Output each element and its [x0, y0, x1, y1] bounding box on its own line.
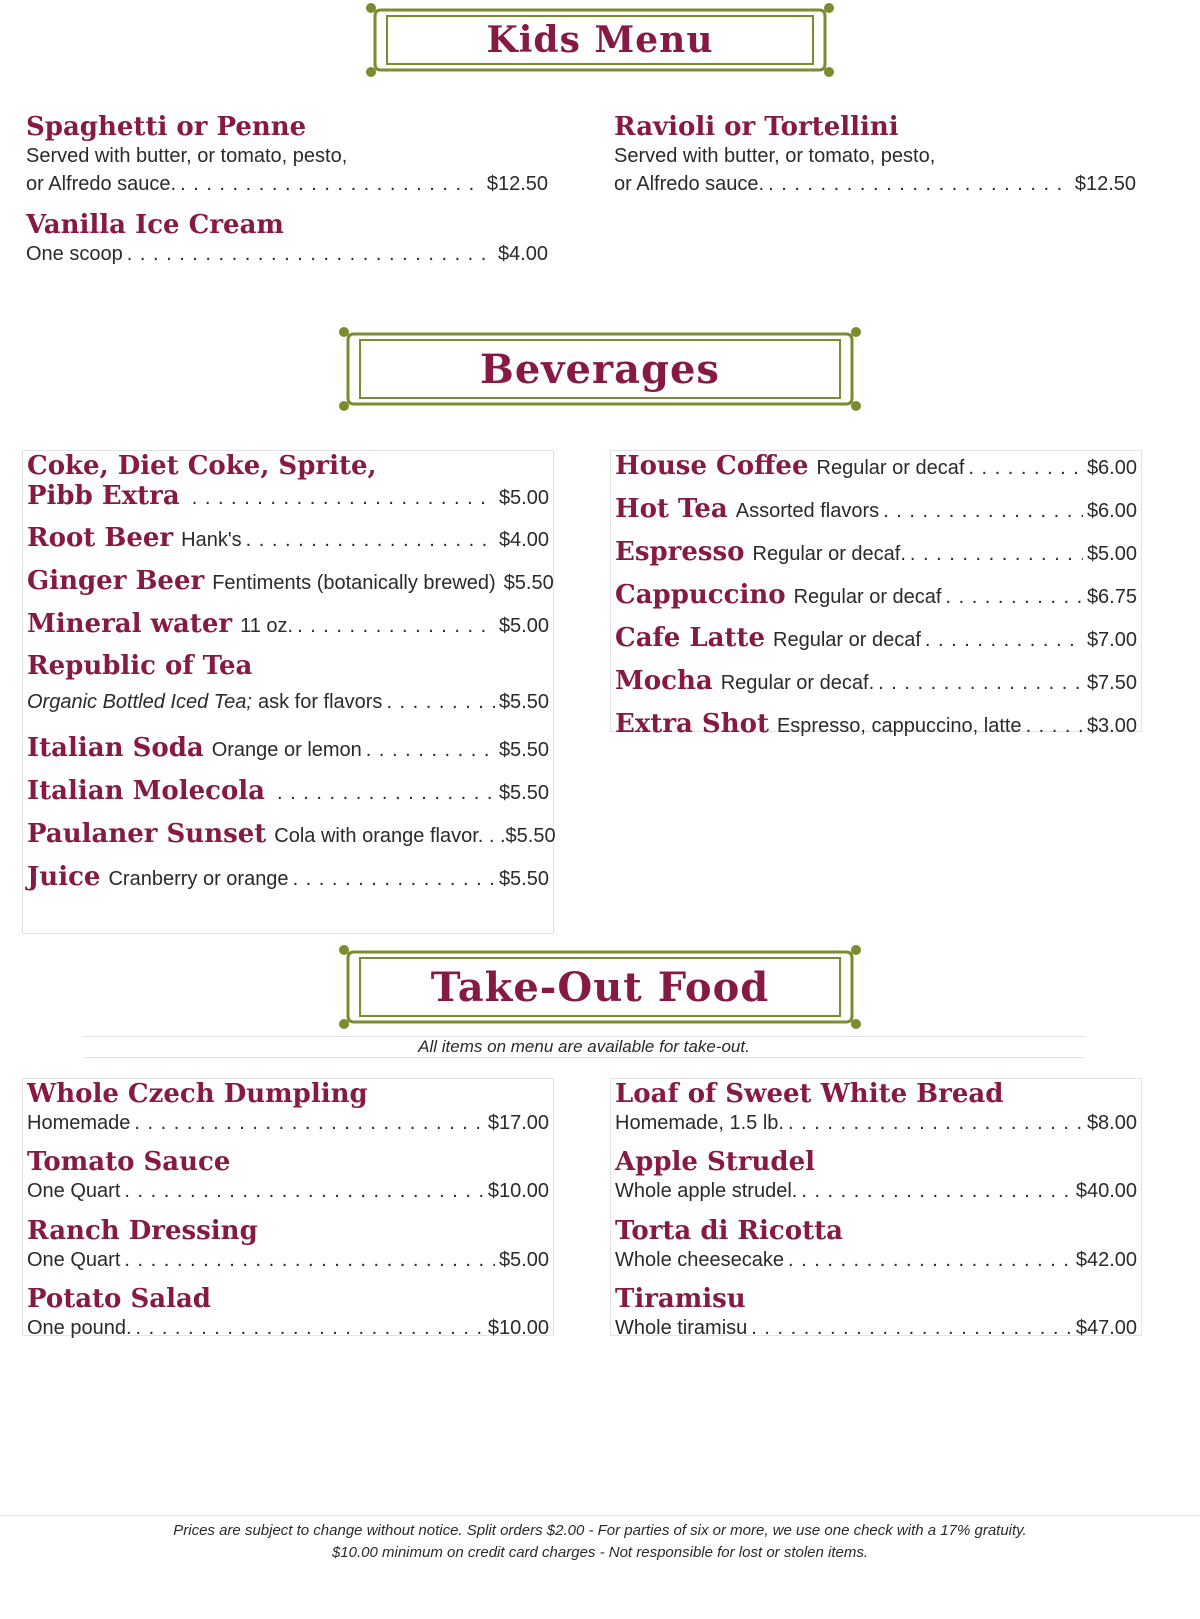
- beverage-juice: [27, 862, 549, 892]
- item-description: Served with butter, or tomato, pesto,: [26, 145, 348, 167]
- leader-dots: [1026, 715, 1083, 738]
- item-price-line: [27, 1314, 549, 1342]
- leader-dots: [180, 170, 483, 198]
- item-name: Ranch Dressing: [27, 1216, 258, 1246]
- item-note: Regular or decaf: [816, 457, 965, 479]
- beverage-italian-soda: [27, 733, 549, 763]
- item-price-line: [26, 240, 548, 268]
- item-price: $42.00: [1075, 1249, 1137, 1271]
- item-note: ask for flavors: [257, 691, 383, 713]
- item-price: $5.00: [1086, 543, 1137, 565]
- item-price: $5.50: [498, 868, 549, 890]
- leader-dots: [134, 1109, 483, 1137]
- item-detail: One Quart: [27, 1180, 121, 1202]
- item-detail: Homemade, 1.5 lb.: [615, 1112, 784, 1134]
- beverage-paulaner-sunset: [27, 819, 556, 849]
- item-price: $5.50: [498, 691, 549, 713]
- takeout-item: [27, 1079, 549, 1137]
- leader-dots: [386, 691, 495, 714]
- leader-dots: [124, 1246, 495, 1274]
- item-price: $5.50: [498, 739, 549, 761]
- menu-item-ravioli: [614, 112, 1136, 198]
- leader-dots: [788, 1246, 1072, 1274]
- item-name: Republic of Tea: [27, 651, 253, 681]
- item-price: $12.50: [486, 173, 548, 195]
- item-name: Loaf of Sweet White Bread: [615, 1079, 1004, 1109]
- item-detail: One pound.: [27, 1317, 132, 1339]
- takeout-item: [615, 1079, 1137, 1137]
- item-price-line: [615, 1177, 1137, 1205]
- item-price: $5.00: [498, 487, 549, 509]
- beverage-republic-of-tea: [27, 651, 549, 714]
- takeout-item: [27, 1216, 549, 1274]
- leader-dots: [768, 170, 1071, 198]
- beverage-espresso: [615, 537, 1137, 567]
- item-note: Regular or decaf: [773, 629, 921, 651]
- leader-dots: [945, 586, 1082, 609]
- item-price: $7.00: [1086, 629, 1137, 651]
- item-price: $4.00: [498, 529, 549, 551]
- item-name: Whole Czech Dumpling: [27, 1079, 368, 1109]
- item-note: Espresso, cappuccino, latte: [776, 715, 1022, 737]
- item-price: $3.00: [1086, 715, 1137, 737]
- item-name: Root Beer: [27, 523, 174, 553]
- item-price: $6.00: [1086, 500, 1137, 522]
- item-detail: Whole tiramisu: [615, 1317, 748, 1339]
- leader-dots: [788, 1109, 1083, 1137]
- item-name: Spaghetti or Penne: [26, 112, 307, 142]
- kids-menu-title: Kids Menu: [486, 19, 714, 61]
- takeout-left-column: [22, 1078, 554, 1339]
- takeout-item: [27, 1284, 549, 1342]
- leader-dots: [910, 543, 1083, 566]
- item-price: $5.00: [498, 615, 549, 637]
- item-note: Assorted flavors: [735, 500, 880, 522]
- beverage-house-coffee: [615, 451, 1137, 481]
- item-price: $10.00: [487, 1180, 549, 1202]
- footer-line-1: Prices are subject to change without notice. Split orders $2.00 - For parties of six or more, we use one check with a 17% gratuity.: [173, 1522, 1027, 1539]
- leader-dots: [878, 672, 1083, 695]
- item-note: Regular or decaf.: [752, 543, 906, 565]
- leader-dots: [246, 529, 495, 552]
- item-detail: One scoop: [26, 243, 123, 265]
- item-price: $8.00: [1086, 1112, 1137, 1134]
- kids-menu-banner: [363, 2, 837, 78]
- beverage-cappuccino: [615, 580, 1137, 610]
- item-price: $40.00: [1075, 1180, 1137, 1202]
- leader-dots: [925, 629, 1083, 652]
- takeout-item: [615, 1216, 1137, 1274]
- item-note: Hank's: [181, 529, 242, 551]
- beverage-cafe-latte: [615, 623, 1137, 653]
- item-note-italic: Organic Bottled Iced Tea;: [27, 691, 252, 713]
- item-name-line1: Coke, Diet Coke, Sprite,: [27, 451, 377, 481]
- item-price-line: [26, 170, 548, 198]
- beverage-root-beer: [27, 523, 549, 553]
- leader-dots: [801, 1177, 1072, 1205]
- item-line: [27, 481, 549, 511]
- leader-dots: [968, 457, 1083, 480]
- item-name: Italian Soda: [27, 733, 204, 763]
- takeout-banner: [336, 944, 864, 1030]
- item-name: Juice: [27, 862, 101, 892]
- item-name: Italian Molecola: [27, 776, 266, 806]
- item-name: Pibb Extra: [27, 481, 180, 511]
- item-price: $5.50: [498, 782, 549, 804]
- takeout-item: [27, 1147, 549, 1205]
- item-price: $5.50: [505, 825, 556, 847]
- item-note: Cola with orange flavor. . .: [274, 825, 506, 847]
- item-name: Tiramisu: [615, 1284, 746, 1314]
- beverage-mineral-water: [27, 609, 549, 639]
- item-name: Apple Strudel: [615, 1147, 815, 1177]
- leader-dots: [192, 487, 495, 510]
- leader-dots: [751, 1314, 1072, 1342]
- item-price: $47.00: [1075, 1317, 1137, 1339]
- beverage-coke: [27, 451, 549, 511]
- item-name: Potato Salad: [27, 1284, 211, 1314]
- leader-dots: [293, 868, 495, 891]
- item-name: Cafe Latte: [615, 623, 766, 653]
- item-name: Mocha: [615, 666, 713, 696]
- item-description: Served with butter, or tomato, pesto,: [614, 145, 936, 167]
- item-name: Paulaner Sunset: [27, 819, 267, 849]
- kids-left-column: [22, 112, 552, 282]
- beverage-hot-tea: [615, 494, 1137, 524]
- takeout-note: All items on menu are available for take-out.: [84, 1036, 1084, 1058]
- item-price-line: [27, 1109, 549, 1137]
- leader-dots: [883, 500, 1083, 523]
- item-price: $6.75: [1086, 586, 1137, 608]
- item-price-line: [614, 170, 1136, 198]
- menu-item-vanilla-ice-cream: [26, 210, 548, 268]
- item-detail: One Quart: [27, 1249, 121, 1271]
- beverages-right-column: [610, 450, 1142, 739]
- takeout-title: Take-Out Food: [430, 963, 770, 1011]
- takeout-right-column: [610, 1078, 1142, 1339]
- item-name: Vanilla Ice Cream: [26, 210, 284, 240]
- item-price: $7.50: [1086, 672, 1137, 694]
- item-price-line: [615, 1246, 1137, 1274]
- item-price-line: [615, 1314, 1137, 1342]
- item-note: Orange or lemon: [211, 739, 362, 761]
- leader-dots: [124, 1177, 483, 1205]
- kids-right-column: [610, 112, 1140, 212]
- item-name: Espresso: [615, 537, 745, 567]
- item-note: Cranberry or orange: [108, 868, 289, 890]
- item-name: Hot Tea: [615, 494, 728, 524]
- item-note: Regular or decaf.: [720, 672, 875, 694]
- beverage-italian-molecola: [27, 776, 549, 806]
- item-detail: or Alfredo sauce.: [26, 173, 177, 195]
- item-name: Ginger Beer: [27, 566, 205, 596]
- item-price: $4.00: [497, 243, 548, 265]
- item-price-line: [27, 1246, 549, 1274]
- item-note: Regular or decaf: [793, 586, 942, 608]
- item-line: [27, 691, 549, 714]
- beverages-left-column: [22, 450, 554, 934]
- leader-dots: [277, 782, 495, 805]
- item-price: $17.00: [487, 1112, 549, 1134]
- footer-disclaimer: [0, 1515, 1200, 1564]
- item-name: Torta di Ricotta: [615, 1216, 843, 1246]
- item-name: Extra Shot: [615, 709, 769, 739]
- item-detail: or Alfredo sauce.: [614, 173, 765, 195]
- item-price: $10.00: [487, 1317, 549, 1339]
- item-name: House Coffee: [615, 451, 809, 481]
- item-note: Fentiments (botanically brewed): [212, 572, 496, 594]
- item-detail: Whole apple strudel.: [615, 1180, 798, 1202]
- item-price-line: [27, 1177, 549, 1205]
- leader-dots: [297, 615, 495, 638]
- takeout-item: [615, 1284, 1137, 1342]
- beverage-extra-shot: [615, 709, 1137, 739]
- takeout-item: [615, 1147, 1137, 1205]
- item-note: 11 oz.: [240, 615, 294, 637]
- menu-item-spaghetti: [26, 112, 548, 198]
- item-price: $5.50: [503, 572, 554, 594]
- item-price-line: [615, 1109, 1137, 1137]
- item-detail: Homemade: [27, 1112, 131, 1134]
- leader-dots: [136, 1314, 484, 1342]
- item-name: Ravioli or Tortellini: [614, 112, 899, 142]
- beverages-banner: [336, 326, 864, 412]
- item-price: $12.50: [1074, 173, 1136, 195]
- item-name: Mineral water: [27, 609, 233, 639]
- item-price: $6.00: [1086, 457, 1137, 479]
- beverage-ginger-beer: [27, 566, 554, 596]
- item-name: Tomato Sauce: [27, 1147, 231, 1177]
- beverages-title: Beverages: [480, 345, 720, 393]
- leader-dots: [366, 739, 495, 762]
- beverage-mocha: [615, 666, 1137, 696]
- leader-dots: [127, 240, 494, 268]
- footer-line-2: $10.00 minimum on credit card charges - Not responsible for lost or stolen items.: [331, 1544, 869, 1561]
- item-price: $5.00: [498, 1249, 549, 1271]
- item-name: Cappuccino: [615, 580, 786, 610]
- item-detail: Whole cheesecake: [615, 1249, 784, 1271]
